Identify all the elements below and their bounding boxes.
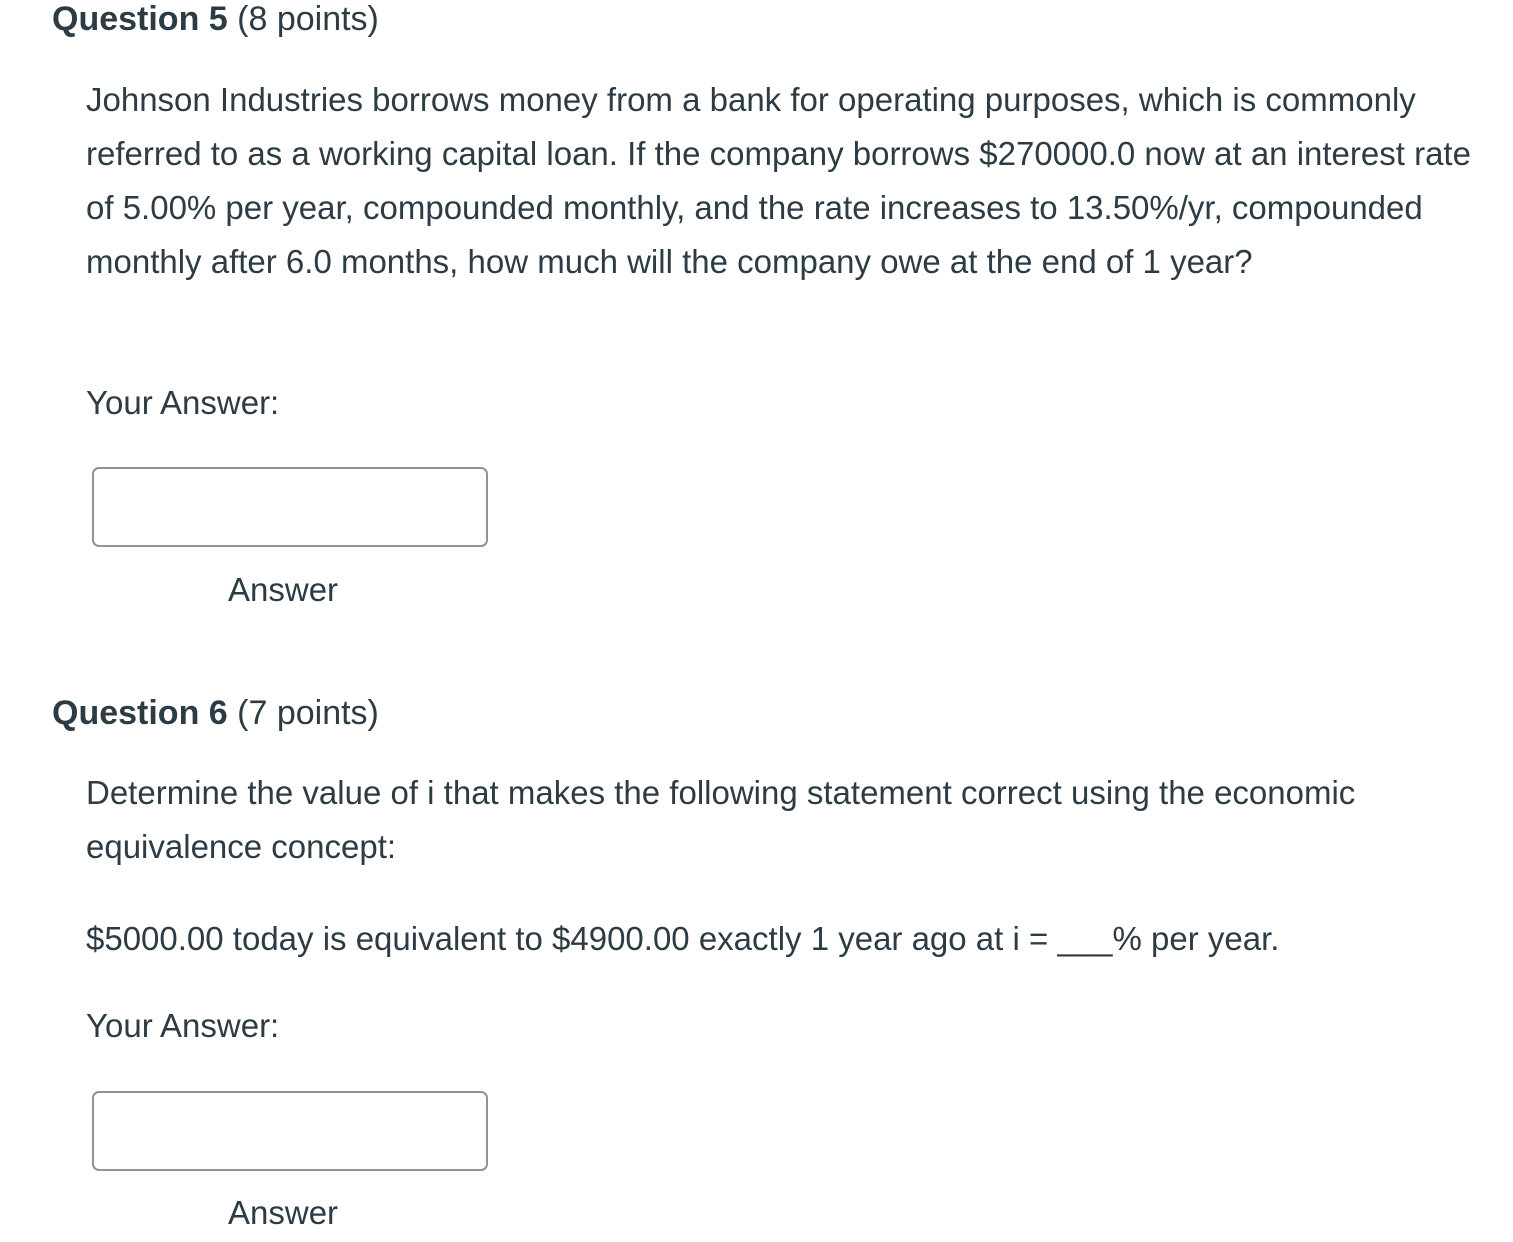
question-6-header bbox=[52, 694, 379, 733]
question-5-text: Johnson Industries borrows money from a bank for operating purposes, which is commonly referred to as a working capital loan. If the company borrows $270000.0 now at an interest rate of 5.00% per year, compounded monthly, and the rate increases to 13.50%/yr, compounded monthly after 6.0 months, how much will the company owe at the end of 1 year? bbox=[86, 81, 1471, 280]
question-title: Question 5 bbox=[52, 0, 228, 38]
answer-caption: Answer bbox=[228, 571, 339, 608]
your-answer-label: Your Answer: bbox=[86, 1007, 280, 1044]
answer-caption: Answer bbox=[228, 1194, 339, 1231]
question-points: (7 points) bbox=[237, 694, 379, 732]
answer-input-q5[interactable] bbox=[92, 467, 488, 547]
question-6-statement: $5000.00 today is equivalent to $4900.00 exactly 1 year ago at i = ___% per year. bbox=[86, 920, 1280, 957]
your-answer-label: Your Answer: bbox=[86, 384, 280, 421]
question-points: (8 points) bbox=[237, 0, 379, 38]
answer-input-q6[interactable] bbox=[92, 1091, 488, 1171]
question-5-header bbox=[52, 0, 379, 39]
question-6-text: Determine the value of i that makes the following statement correct using the economic equivalence concept: bbox=[86, 774, 1356, 865]
question-title: Question 6 bbox=[52, 694, 228, 732]
